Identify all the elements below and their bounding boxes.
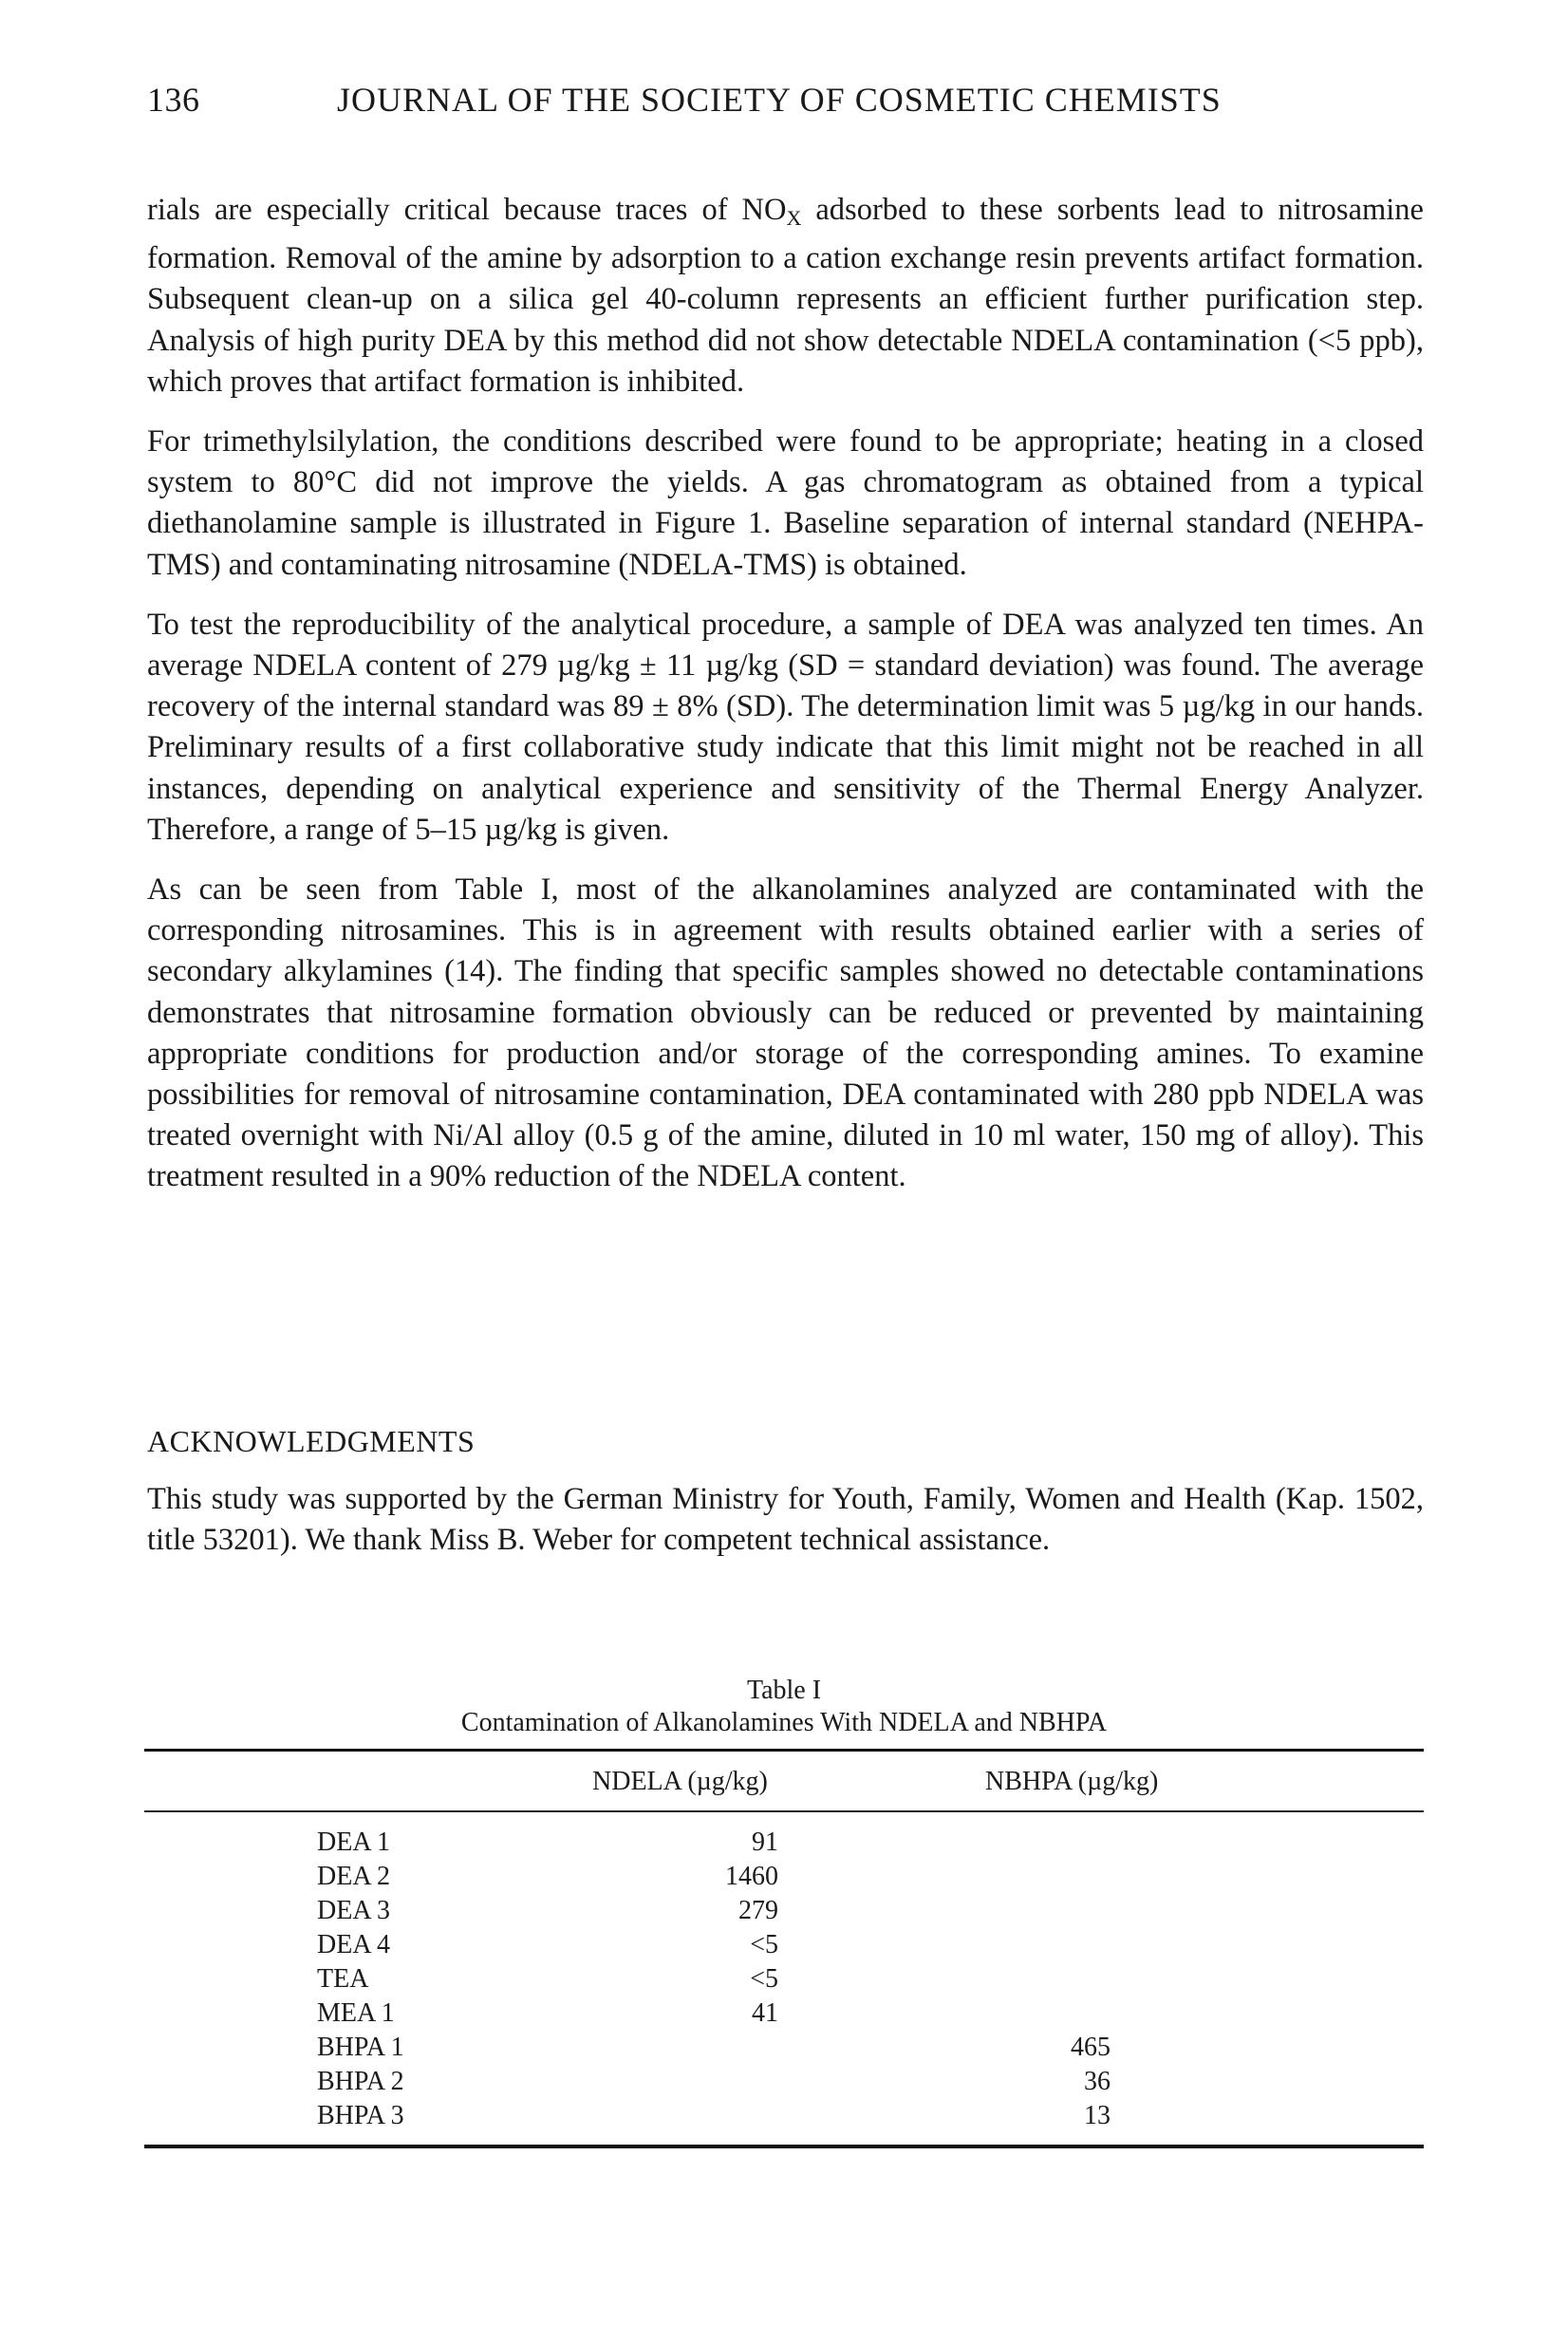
ndela-value: 1460: [725, 1862, 778, 1891]
paragraph-2: For trimethylsilylation, the conditions described were found to be appropriate; heating in a closed system to 80°C did not improve the yields. A gas chromatogram as obtained from a typical diethanolamine sample is illustrated in Figure 1. Baseline separation of internal standard (NEHPA-TMS) and contaminating nitrosamine (NDELA-TMS) is obtained.: [147, 424, 1424, 582]
page-number: 136: [147, 81, 200, 119]
ndela-value: <5: [750, 1964, 778, 1994]
row-label: BHPA 2: [317, 2067, 404, 2096]
table-header-rule: [144, 1810, 1424, 1812]
table-row: [144, 2099, 1424, 2133]
acknowledgments-heading: ACKNOWLEDGMENTS: [147, 1424, 476, 1458]
paragraph-1-text-b: adsorbed to these sorbents lead to nitrosamine formation. Removal of the amine by adsorption to a cation exchange resin prevents artifact formation. Subsequent clean-up on a silica gel 40-column represents an efficient further purification step. Analysis of high purity DEA by this method did not show detectable NDELA contamination (<5 ppb), which proves that artifact formation is inhibited.: [147, 193, 1424, 399]
table-1: [144, 1677, 1424, 2148]
row-label: DEA 2: [317, 1862, 390, 1891]
table-row: [144, 1894, 1424, 1928]
row-label: MEA 1: [317, 1998, 395, 2028]
column-header-ndela: NDELA (µg/kg): [592, 1767, 768, 1796]
table-row: [144, 2065, 1424, 2099]
table-header: [144, 1752, 1424, 1810]
paragraph-1-text-a: rials are especially critical because traces of NO: [147, 193, 787, 227]
table-bottom-rule: [144, 2145, 1424, 2148]
table-caption: Contamination of Alkanolamines With NDELA and NBHPA: [460, 1708, 1108, 1737]
table-body: [144, 1826, 1424, 2133]
paragraph-1: [147, 190, 1424, 403]
ndela-value: 91: [752, 1828, 778, 1857]
nbhpa-value: 465: [1071, 2033, 1111, 2062]
row-label: BHPA 3: [317, 2101, 404, 2130]
table-row: [144, 1996, 1424, 2031]
paragraph-4: As can be seen from Table I, most of the alkanolamines analyzed are contaminated with the corresponding nitrosamines. This is in agreement with results obtained earlier with a series of secondary alkylamines (14). The finding that specific samples showed no detectable contaminations demonstrates that nitrosamine formation obviously can be reduced or prevented by maintaining appropriate conditions for production and/or storage of the corresponding amines. To examine possibilities for removal of nitrosamine contamination, DEA contaminated with 280 ppb NDELA was treated overnight with Ni/Al alloy (0.5 g of the amine, diluted in 10 ml water, 150 mg of alloy). This treatment resulted in a 90% reduction of the NDELA content.: [147, 872, 1424, 1194]
row-label: DEA 3: [317, 1896, 390, 1925]
nbhpa-value: 13: [1084, 2101, 1111, 2130]
nbhpa-value: 36: [1084, 2067, 1111, 2096]
ndela-value: 41: [752, 1998, 778, 2028]
table-row: [144, 1826, 1424, 1860]
acknowledgments-text: This study was supported by the German Ministry for Youth, Family, Women and Health (Kap. 1502, title 53201). We thank Miss B. Weber for competent technical assistance.: [147, 1482, 1424, 1558]
table-row: [144, 1860, 1424, 1894]
ndela-value: 279: [738, 1896, 778, 1925]
table-row: [144, 1928, 1424, 1962]
row-label: TEA: [317, 1964, 369, 1994]
table-title: Table I: [746, 1676, 822, 1705]
subscript-x: X: [786, 206, 802, 230]
paragraph-3: To test the reproducibility of the analytical procedure, a sample of DEA was analyzed ten times. An average NDELA content of 279 µg/kg ± 11 µg/kg (SD = standard deviation) was found. The average recovery of the internal standard was 89 ± 8% (SD). The determination limit was 5 µg/kg in our hands. Preliminary results of a first collaborative study indicate that this limit might not be reached in all instances, depending on analytical experience and sensitivity of the Thermal Energy Analyzer. Therefore, a range of 5–15 µg/kg is given.: [147, 607, 1424, 847]
table-row: [144, 2031, 1424, 2065]
ndela-value: <5: [750, 1930, 778, 1959]
journal-title: JOURNAL OF THE SOCIETY OF COSMETIC CHEMISTS: [337, 81, 1222, 119]
row-label: DEA 1: [317, 1828, 390, 1857]
body-text: [147, 190, 1424, 1217]
table-row: [144, 1962, 1424, 1996]
row-label: BHPA 1: [317, 2033, 404, 2062]
row-label: DEA 4: [317, 1930, 390, 1959]
column-header-nbhpa: NBHPA (µg/kg): [985, 1767, 1159, 1796]
